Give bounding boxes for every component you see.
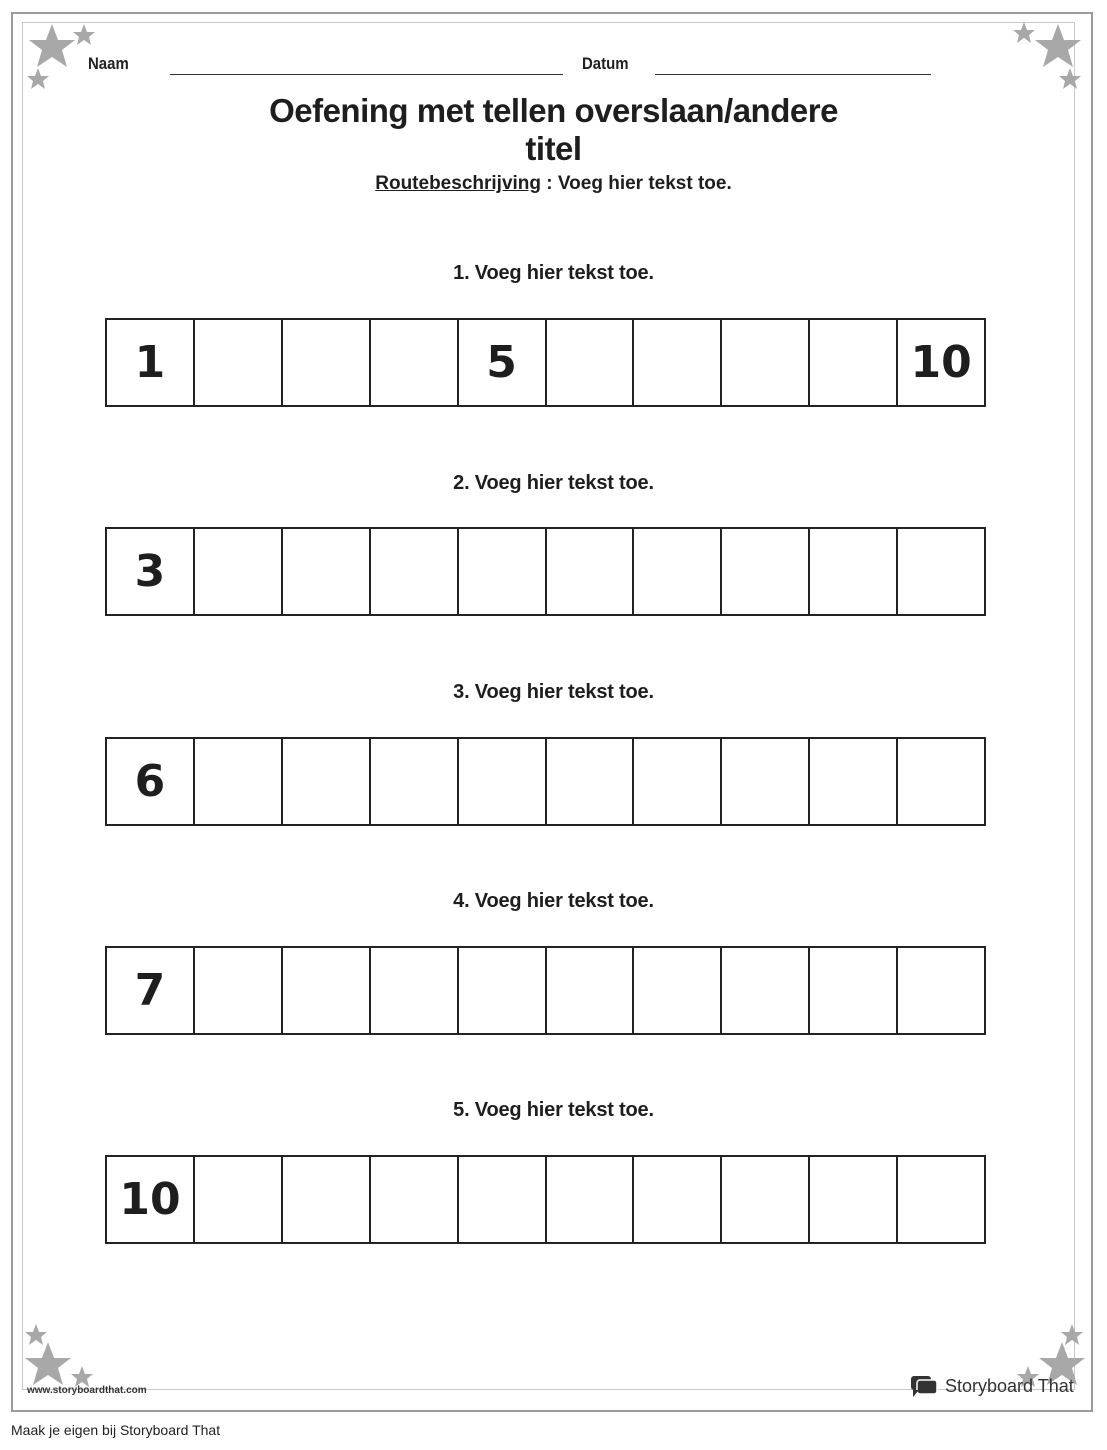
counting-row-2 [105, 527, 986, 616]
directions-separator: : [546, 173, 553, 194]
star-icon [29, 24, 75, 67]
number-cell[interactable] [195, 739, 283, 824]
number-cell[interactable] [283, 1157, 371, 1242]
number-cell[interactable] [634, 948, 722, 1033]
star-icon [25, 1342, 71, 1385]
number-cell[interactable]: 3 [107, 529, 195, 614]
star-icon [1013, 22, 1035, 43]
number-cell[interactable] [722, 1157, 810, 1242]
footer-url[interactable]: www.storyboardthat.com [27, 1385, 147, 1396]
storyboard-logo[interactable] [909, 1374, 1074, 1398]
number-cell[interactable] [283, 948, 371, 1033]
counting-row-1 [105, 318, 986, 407]
directions-label: Routebeschrijving [375, 173, 541, 194]
number-cell[interactable] [810, 529, 898, 614]
star-icon [27, 68, 49, 89]
number-cell[interactable] [722, 948, 810, 1033]
number-cell[interactable] [810, 1157, 898, 1242]
number-cell[interactable] [898, 529, 984, 614]
number-cell[interactable] [810, 739, 898, 824]
star-icon [1061, 1324, 1083, 1345]
logo-text: Storyboard That [945, 1375, 1074, 1396]
number-cell[interactable] [371, 948, 459, 1033]
directions-text: Voeg hier tekst toe. [557, 173, 732, 194]
star-icon [73, 24, 95, 45]
number-cell[interactable] [195, 948, 283, 1033]
number-cell[interactable]: 6 [107, 739, 195, 824]
number-cell[interactable] [722, 320, 810, 405]
star-icon [1035, 24, 1081, 67]
number-cell[interactable]: 1 [107, 320, 195, 405]
number-cell[interactable] [898, 948, 984, 1033]
date-field[interactable] [655, 74, 931, 75]
star-icon [71, 1366, 93, 1387]
question-title-5: 5. Voeg hier tekst toe. [453, 1099, 654, 1121]
number-cell[interactable]: 10 [910, 337, 972, 388]
number-cell[interactable]: 5 [459, 320, 547, 405]
number-cell[interactable] [283, 529, 371, 614]
number-cell[interactable] [547, 739, 635, 824]
number-cell[interactable] [722, 739, 810, 824]
number-cell[interactable]: 7 [107, 948, 195, 1033]
star-icon [25, 1324, 47, 1345]
page-title [0, 92, 1107, 168]
number-cell[interactable] [634, 529, 722, 614]
bottom-note[interactable]: Maak je eigen bij Storyboard That [11, 1422, 221, 1438]
counting-row-4 [105, 946, 986, 1035]
date-label: Datum [582, 54, 629, 73]
directions [0, 173, 1107, 195]
question-title-1: 1. Voeg hier tekst toe. [453, 262, 654, 284]
star-cluster-top-right-icon [1008, 18, 1088, 98]
question-title-2: 2. Voeg hier tekst toe. [453, 472, 654, 494]
number-cell[interactable]: 10 [107, 1157, 195, 1242]
number-cell[interactable] [459, 739, 547, 824]
number-cell[interactable] [459, 529, 547, 614]
number-cell[interactable] [371, 529, 459, 614]
number-cell[interactable] [810, 948, 898, 1033]
speech-bubble-logo-icon [909, 1374, 939, 1398]
question-title-4: 4. Voeg hier tekst toe. [453, 890, 654, 912]
question-title-3: 3. Voeg hier tekst toe. [453, 681, 654, 703]
number-cell[interactable] [898, 1157, 984, 1242]
number-cell[interactable] [283, 739, 371, 824]
number-cell[interactable] [547, 948, 635, 1033]
counting-row-3 [105, 737, 986, 826]
page-title-line-1: Oefening met tellen overslaan/andere [269, 92, 838, 129]
number-cell[interactable] [371, 739, 459, 824]
number-cell[interactable] [547, 1157, 635, 1242]
number-cell[interactable] [634, 1157, 722, 1242]
star-icon [1059, 68, 1081, 89]
number-cell[interactable] [283, 320, 371, 405]
number-cell[interactable] [547, 320, 635, 405]
number-cell[interactable] [634, 320, 722, 405]
number-cell[interactable] [810, 320, 898, 405]
name-label: Naam [88, 54, 129, 73]
number-cell[interactable] [459, 1157, 547, 1242]
number-cell[interactable] [459, 948, 547, 1033]
number-cell[interactable] [195, 529, 283, 614]
page-title-line-2: titel [525, 130, 582, 167]
number-cell[interactable] [898, 739, 984, 824]
number-cell[interactable] [722, 529, 810, 614]
number-cell[interactable] [371, 1157, 459, 1242]
number-cell[interactable] [371, 320, 459, 405]
number-cell[interactable] [195, 1157, 283, 1242]
name-field[interactable] [170, 74, 563, 75]
number-cell[interactable] [547, 529, 635, 614]
number-cell[interactable] [634, 739, 722, 824]
number-cell[interactable] [195, 320, 283, 405]
counting-row-5 [105, 1155, 986, 1244]
